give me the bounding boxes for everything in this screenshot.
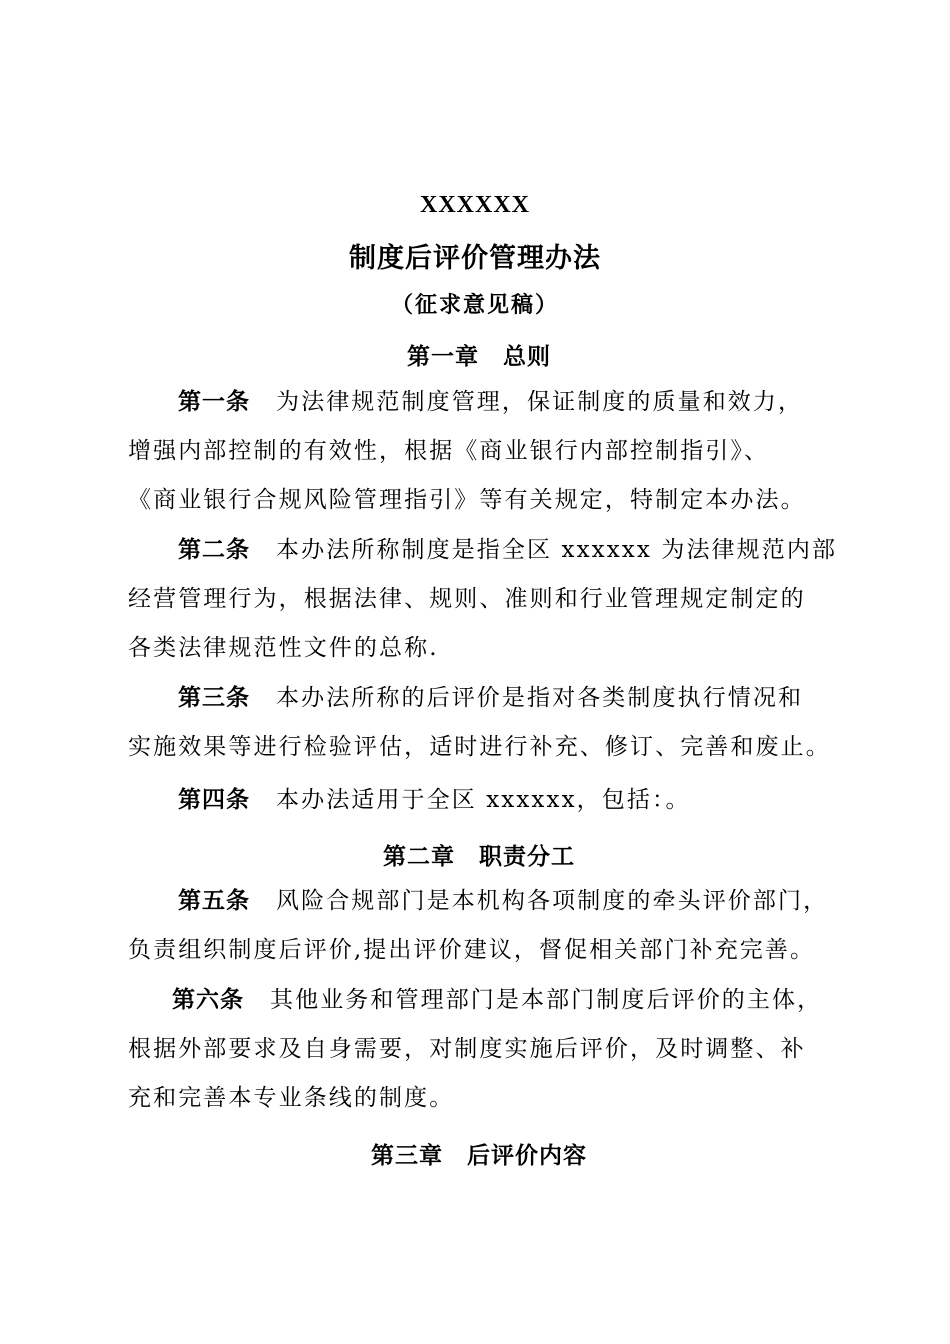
article-first-line [128, 526, 838, 575]
article-text: 各类法律规范性文件的总称. [128, 635, 439, 661]
article [128, 776, 838, 825]
article-text: 为法律规范制度管理，保证制度的质量和效力， [276, 389, 804, 415]
org-name: XXXXXX [420, 192, 530, 218]
article-label: 第五条 [178, 888, 250, 914]
article-text: 实施效果等进行检验评估，适时进行补充、修订、完善和废止。 [128, 734, 831, 760]
article [128, 378, 838, 525]
article-label: 第二条 [178, 537, 250, 563]
article-label: 第一条 [178, 389, 250, 415]
article [128, 674, 838, 772]
article-first-line [128, 378, 838, 427]
article-first-line [128, 776, 838, 825]
article [128, 526, 838, 673]
article-text: 本办法所称的后评价是指对各类制度执行情况和 [276, 685, 804, 711]
chapter-heading: 第三章 后评价内容 [371, 1143, 587, 1169]
article-text: 风险合规部门是本机构各项制度的牵头评价部门， [276, 888, 829, 914]
article-text: 负责组织制度后评价,提出评价建议，督促相关部门补充完善。 [128, 937, 816, 963]
chapter-heading: 第一章 总则 [407, 344, 551, 370]
article-text: 其他业务和管理部门是本部门制度后评价的主体， [270, 987, 823, 1013]
article-text: 增强内部控制的有效性，根据《商业银行内部控制指引》、 [128, 438, 770, 464]
article [128, 877, 838, 975]
article-text: 经营管理行为，根据法律、规则、准则和行业管理规定制定的 [128, 586, 806, 612]
article-text: 《商业银行合规风险管理指引》等有关规定，特制定本办法。 [128, 487, 806, 513]
chapter-heading: 第二章 职责分工 [383, 844, 575, 870]
article-text: 本办法所称制度是指全区 xxxxxx 为法律规范内部 [276, 537, 838, 563]
article-first-line [128, 674, 838, 723]
article-label: 第六条 [172, 987, 244, 1013]
article-first-line [128, 877, 838, 926]
article-first-line [128, 976, 838, 1025]
article-text: 本办法适用于全区 xxxxxx，包括：。 [276, 787, 691, 813]
document-title: 制度后评价管理办法 [349, 243, 601, 274]
article-text: 根据外部要求及自身需要，对制度实施后评价，及时调整、补 [128, 1036, 806, 1062]
article-label: 第四条 [178, 787, 250, 813]
article-text: 充和完善本专业条线的制度。 [128, 1085, 455, 1111]
document-subtitle: （征求意见稿） [390, 293, 559, 318]
article-label: 第三条 [178, 685, 250, 711]
article [128, 976, 838, 1123]
